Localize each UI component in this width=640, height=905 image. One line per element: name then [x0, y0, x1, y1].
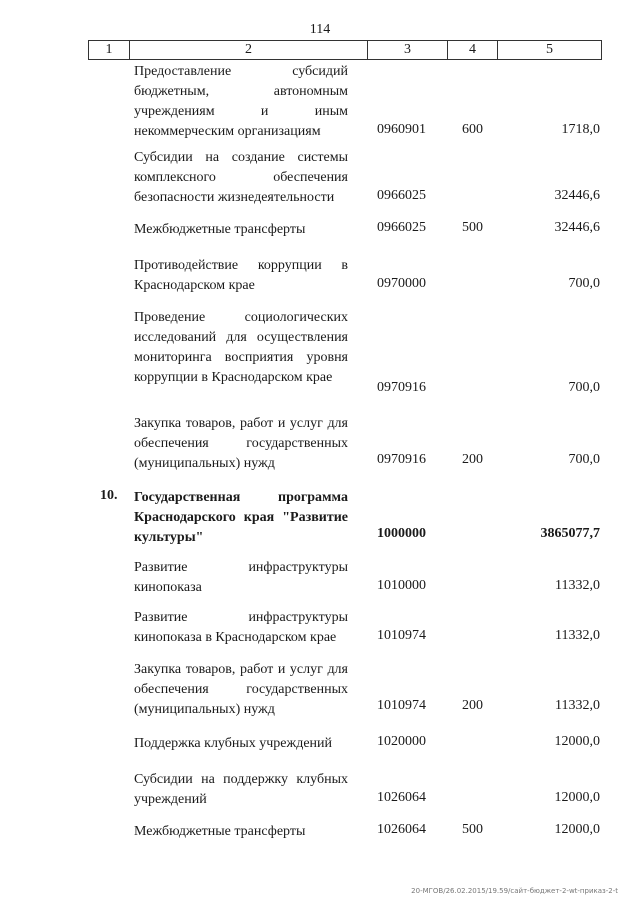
row-code: 0970916: [377, 452, 426, 467]
header-col-5: 5: [497, 41, 601, 59]
row-code: 0966025: [377, 188, 426, 203]
row-amount: 12000,0: [554, 790, 600, 805]
row-amount: 11332,0: [555, 698, 600, 713]
row-amount: 11332,0: [555, 578, 600, 593]
row-amount: 32446,6: [554, 220, 600, 235]
row-name: Проведение социологических исследований для осуществления мониторинга восприятия уровня коррупции в Краснодарском крае: [134, 310, 348, 385]
row-amount: 32446,6: [554, 188, 600, 203]
row-name: Субсидии на поддержку клубных учреждений: [134, 772, 348, 807]
row-name: Развитие инфраструктуры кинопоказа в Краснодарском крае: [134, 610, 348, 645]
row-amount: 700,0: [568, 276, 600, 291]
row-code: 1026064: [377, 822, 426, 837]
page-number: 114: [309, 22, 331, 37]
row-amount: 12000,0: [554, 822, 600, 837]
row-name: Закупка товаров, работ и услуг для обеспечения государственных (муниципальных) нужд: [134, 662, 348, 717]
row-name: Противодействие коррупции в Краснодарском крае: [134, 258, 348, 293]
row-vr: 600: [462, 122, 483, 137]
row-number: 10.: [100, 488, 118, 503]
row-code: 1010000: [377, 578, 426, 593]
row-code: 0966025: [377, 220, 426, 235]
footer-file-stamp: 20-МГОВ/26.02.2015/19.59/сайт-бюджет-2-wt-приказ-2-t: [411, 887, 618, 895]
row-code: 1020000: [377, 734, 426, 749]
row-amount: 12000,0: [554, 734, 600, 749]
row-code: 0970916: [377, 380, 426, 395]
row-amount: 3865077,7: [540, 526, 600, 541]
row-vr: 500: [462, 822, 483, 837]
row-code: 1010974: [377, 698, 426, 713]
header-col-1: 1: [105, 42, 113, 57]
row-code: 1026064: [377, 790, 426, 805]
row-vr: 500: [462, 220, 483, 235]
row-name: Поддержка клубных учреждений: [134, 736, 333, 751]
row-amount: 700,0: [568, 380, 600, 395]
row-amount: 700,0: [568, 452, 600, 467]
row-code: 1010974: [377, 628, 426, 643]
row-vr: 200: [462, 452, 483, 467]
row-code: 1000000: [377, 526, 426, 541]
row-code: 0960901: [377, 122, 426, 137]
row-amount: 1718,0: [561, 122, 600, 137]
row-name: Предоставление субсидий бюджетным, автономным учреждениям и иным некоммерческим организациям: [134, 64, 348, 139]
row-name: Межбюджетные трансферты: [134, 824, 306, 839]
row-vr: 200: [462, 698, 483, 713]
table-header: [88, 40, 602, 60]
row-amount: 11332,0: [555, 628, 600, 643]
row-name: Закупка товаров, работ и услуг для обеспечения государственных (муниципальных) нужд: [134, 416, 348, 471]
header-col-4: 4: [447, 41, 497, 59]
header-col-2: 2: [129, 41, 367, 59]
header-col-3: 3: [367, 41, 447, 59]
row-code: 0970000: [377, 276, 426, 291]
row-name: Развитие инфраструктуры кинопоказа: [134, 560, 348, 595]
row-name: Государственная программа Краснодарского края "Развитие культуры": [134, 490, 348, 545]
row-name: Межбюджетные трансферты: [134, 222, 306, 237]
row-name: Субсидии на создание системы комплексного обеспечения безопасности жизнедеятельности: [134, 150, 348, 205]
